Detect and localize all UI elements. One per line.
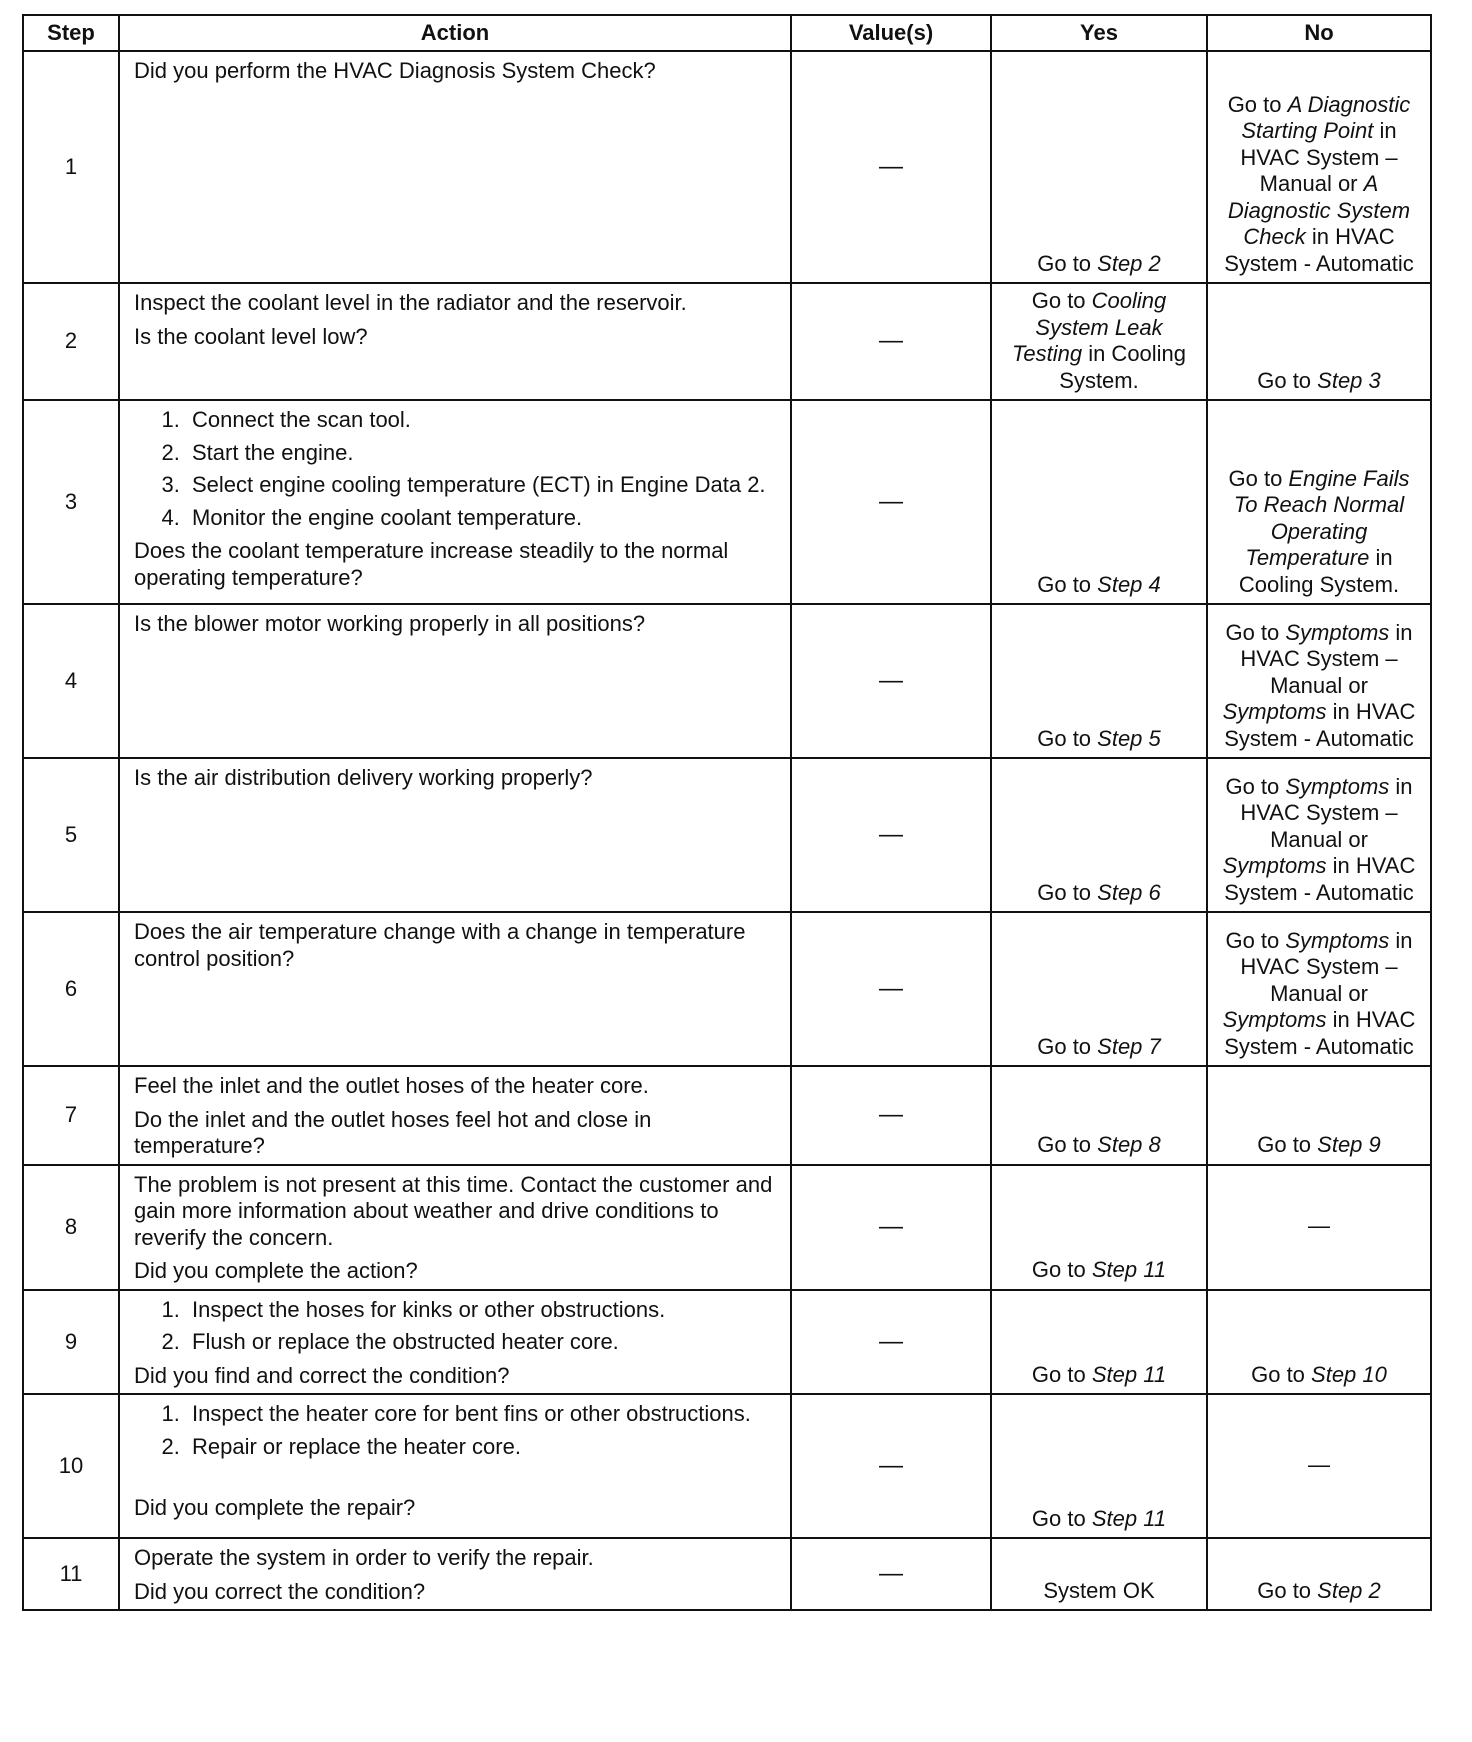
yes-text: System OK	[1043, 1577, 1155, 1603]
value-cell: —	[791, 1066, 991, 1165]
action-cell	[119, 1290, 791, 1395]
action-cell	[119, 604, 791, 758]
no-text: Go to	[1251, 1361, 1312, 1387]
action-step: 3. Select engine cooling temperature (ECT) in Engine Data 2.	[186, 472, 778, 499]
table-row	[23, 400, 1431, 604]
table-row	[23, 51, 1431, 283]
step-number: 7	[23, 1066, 119, 1165]
no-cell	[1207, 1066, 1431, 1165]
yes-reference: Step 11	[1091, 1505, 1167, 1531]
yes-text: Go to	[1031, 1361, 1092, 1387]
no-reference: Symptoms	[1222, 1007, 1327, 1032]
yes-cell	[991, 1394, 1207, 1538]
action-step: 1. Connect the scan tool.	[186, 407, 778, 434]
no-cell	[1207, 604, 1431, 758]
yes-reference: Cooling System Leak Testing	[1011, 288, 1167, 366]
value-cell: —	[791, 1165, 991, 1290]
yes-reference: Step 8	[1097, 1132, 1161, 1157]
action-text: Is the coolant level low?	[134, 323, 368, 349]
action-cell	[119, 283, 791, 400]
no-reference: Symptoms	[1285, 619, 1390, 645]
spacer	[134, 1467, 778, 1495]
no-cell	[1207, 1538, 1431, 1610]
action-text: Do the inlet and the outlet hoses feel hot and close in temperature?	[134, 1106, 652, 1158]
value-cell: —	[791, 51, 991, 283]
value-cell: —	[791, 1394, 991, 1538]
action-text: Did you find and correct the condition?	[134, 1362, 510, 1388]
no-text: Go to	[1228, 465, 1289, 491]
table-row	[23, 912, 1431, 1066]
yes-text: Go to	[1037, 725, 1098, 751]
yes-cell	[991, 51, 1207, 283]
yes-reference: Step 11	[1091, 1257, 1167, 1282]
action-step: 4. Monitor the engine coolant temperature.	[186, 505, 778, 532]
no-text: Go to	[1225, 773, 1286, 799]
no-cell	[1207, 283, 1431, 400]
no-cell	[1207, 400, 1431, 604]
table-row	[23, 604, 1431, 758]
step-number: 1	[23, 51, 119, 283]
no-text: —	[1308, 1213, 1330, 1239]
yes-reference: Step 11	[1091, 1361, 1167, 1387]
action-text: Is the air distribution delivery working properly?	[134, 765, 593, 790]
no-text: in HVAC System – Manual or	[1240, 118, 1398, 196]
diagnostic-table	[22, 14, 1432, 1611]
action-step: 2. Repair or replace the heater core.	[186, 1434, 778, 1461]
action-text: Does the coolant temperature increase steadily to the normal operating temperature?	[134, 538, 729, 590]
action-steps-list	[134, 1401, 778, 1460]
diagnostic-table-container	[22, 14, 1430, 1611]
header-yes: Yes	[991, 15, 1207, 51]
no-reference: Symptoms	[1285, 773, 1390, 799]
action-cell	[119, 400, 791, 604]
header-row	[23, 15, 1431, 51]
header-no: No	[1207, 15, 1431, 51]
yes-reference: Step 7	[1097, 1033, 1161, 1059]
no-reference: Step 10	[1311, 1361, 1387, 1387]
yes-cell	[991, 283, 1207, 400]
action-step: 1. Inspect the heater core for bent fins or other obstructions.	[186, 1401, 778, 1428]
step-number: 2	[23, 283, 119, 400]
header-action: Action	[119, 15, 791, 51]
yes-cell	[991, 758, 1207, 912]
table-row	[23, 1165, 1431, 1290]
no-cell	[1207, 51, 1431, 283]
no-cell	[1207, 758, 1431, 912]
action-text: Feel the inlet and the outlet hoses of the heater core.	[134, 1073, 649, 1098]
yes-cell	[991, 1165, 1207, 1290]
action-steps-list	[134, 407, 778, 531]
header-values: Value(s)	[791, 15, 991, 51]
action-cell	[119, 1538, 791, 1610]
action-text: Did you correct the condition?	[134, 1578, 426, 1604]
header-step: Step	[23, 15, 119, 51]
no-cell	[1207, 1290, 1431, 1395]
no-reference: Engine Fails To Reach Normal Operating Temperature	[1233, 465, 1410, 570]
action-cell	[119, 51, 791, 283]
yes-text: Go to	[1037, 1132, 1098, 1157]
no-text: in Cooling System.	[1238, 545, 1400, 597]
step-number: 3	[23, 400, 119, 604]
table-row	[23, 758, 1431, 912]
no-text: —	[1308, 1452, 1330, 1478]
yes-reference: Step 4	[1097, 571, 1161, 597]
action-step: 1. Inspect the hoses for kinks or other obstructions.	[186, 1297, 778, 1324]
value-cell: —	[791, 912, 991, 1066]
no-text: in HVAC System – Manual or	[1240, 773, 1413, 852]
action-text: The problem is not present at this time. Contact the customer and gain more information about weather and drive conditions to reverify the concern.	[134, 1171, 773, 1250]
action-cell	[119, 1165, 791, 1290]
no-text: in HVAC System - Automatic	[1224, 224, 1414, 276]
yes-cell	[991, 400, 1207, 604]
yes-reference: Step 6	[1097, 879, 1161, 905]
action-cell	[119, 1066, 791, 1165]
no-cell	[1207, 1394, 1431, 1538]
action-text: Did you perform the HVAC Diagnosis System Check?	[134, 58, 656, 83]
value-cell: —	[791, 758, 991, 912]
no-text: in HVAC System - Automatic	[1224, 853, 1416, 905]
no-text: in HVAC System – Manual or	[1240, 619, 1413, 698]
action-text: Did you complete the repair?	[134, 1495, 416, 1520]
no-text: Go to	[1227, 91, 1288, 117]
value-cell: —	[791, 1290, 991, 1395]
yes-cell	[991, 604, 1207, 758]
action-text: Is the blower motor working properly in all positions?	[134, 611, 646, 636]
step-number: 6	[23, 912, 119, 1066]
no-reference: Symptoms	[1285, 927, 1390, 953]
no-reference: Symptoms	[1222, 853, 1327, 878]
value-cell: —	[791, 1538, 991, 1610]
step-number: 9	[23, 1290, 119, 1395]
no-reference: Step 2	[1317, 1577, 1381, 1603]
no-reference: A Diagnostic Starting Point	[1241, 91, 1411, 143]
value-cell: —	[791, 604, 991, 758]
no-text: Go to	[1257, 1132, 1318, 1157]
table-row	[23, 1290, 1431, 1395]
table-row	[23, 1394, 1431, 1538]
yes-text: Go to	[1037, 571, 1098, 597]
no-reference: Step 3	[1317, 367, 1381, 393]
value-cell: —	[791, 400, 991, 604]
step-number: 8	[23, 1165, 119, 1290]
yes-text: Go to	[1031, 1505, 1092, 1531]
yes-text: Go to	[1037, 250, 1098, 276]
no-text: Go to	[1225, 927, 1286, 953]
no-text: in HVAC System - Automatic	[1224, 699, 1416, 751]
table-row	[23, 283, 1431, 400]
table-row	[23, 1066, 1431, 1165]
action-text: Operate the system in order to verify the repair.	[134, 1545, 594, 1570]
yes-reference: Step 5	[1097, 725, 1161, 751]
no-reference: A Diagnostic System Check	[1227, 171, 1411, 249]
action-cell	[119, 1394, 791, 1538]
action-step: 2. Start the engine.	[186, 440, 778, 467]
action-text: Does the air temperature change with a change in temperature control position?	[134, 919, 746, 971]
action-step: 2. Flush or replace the obstructed heater core.	[186, 1329, 778, 1356]
yes-text: in Cooling System.	[1059, 341, 1187, 393]
yes-cell	[991, 1066, 1207, 1165]
no-cell	[1207, 912, 1431, 1066]
yes-cell	[991, 912, 1207, 1066]
step-number: 11	[23, 1538, 119, 1610]
action-text: Inspect the coolant level in the radiator and the reservoir.	[134, 290, 687, 315]
no-cell	[1207, 1165, 1431, 1290]
table-body	[23, 51, 1431, 1610]
yes-text: Go to	[1037, 879, 1098, 905]
yes-text: Go to	[1031, 1257, 1092, 1282]
no-reference: Step 9	[1317, 1132, 1381, 1157]
no-text: in HVAC System - Automatic	[1224, 1007, 1416, 1059]
action-text: Did you complete the action?	[134, 1258, 418, 1283]
no-reference: Symptoms	[1222, 699, 1327, 724]
step-number: 4	[23, 604, 119, 758]
step-number: 10	[23, 1394, 119, 1538]
no-text: Go to	[1257, 1577, 1318, 1603]
action-steps-list	[134, 1297, 778, 1356]
action-cell	[119, 912, 791, 1066]
yes-text: Go to	[1031, 288, 1092, 313]
yes-cell	[991, 1538, 1207, 1610]
no-text: in HVAC System – Manual or	[1240, 927, 1413, 1006]
step-number: 5	[23, 758, 119, 912]
no-text: Go to	[1225, 619, 1286, 645]
yes-text: Go to	[1037, 1033, 1098, 1059]
value-cell: —	[791, 283, 991, 400]
action-cell	[119, 758, 791, 912]
yes-reference: Step 2	[1097, 250, 1161, 276]
no-text: Go to	[1257, 367, 1318, 393]
yes-cell	[991, 1290, 1207, 1395]
table-row	[23, 1538, 1431, 1610]
